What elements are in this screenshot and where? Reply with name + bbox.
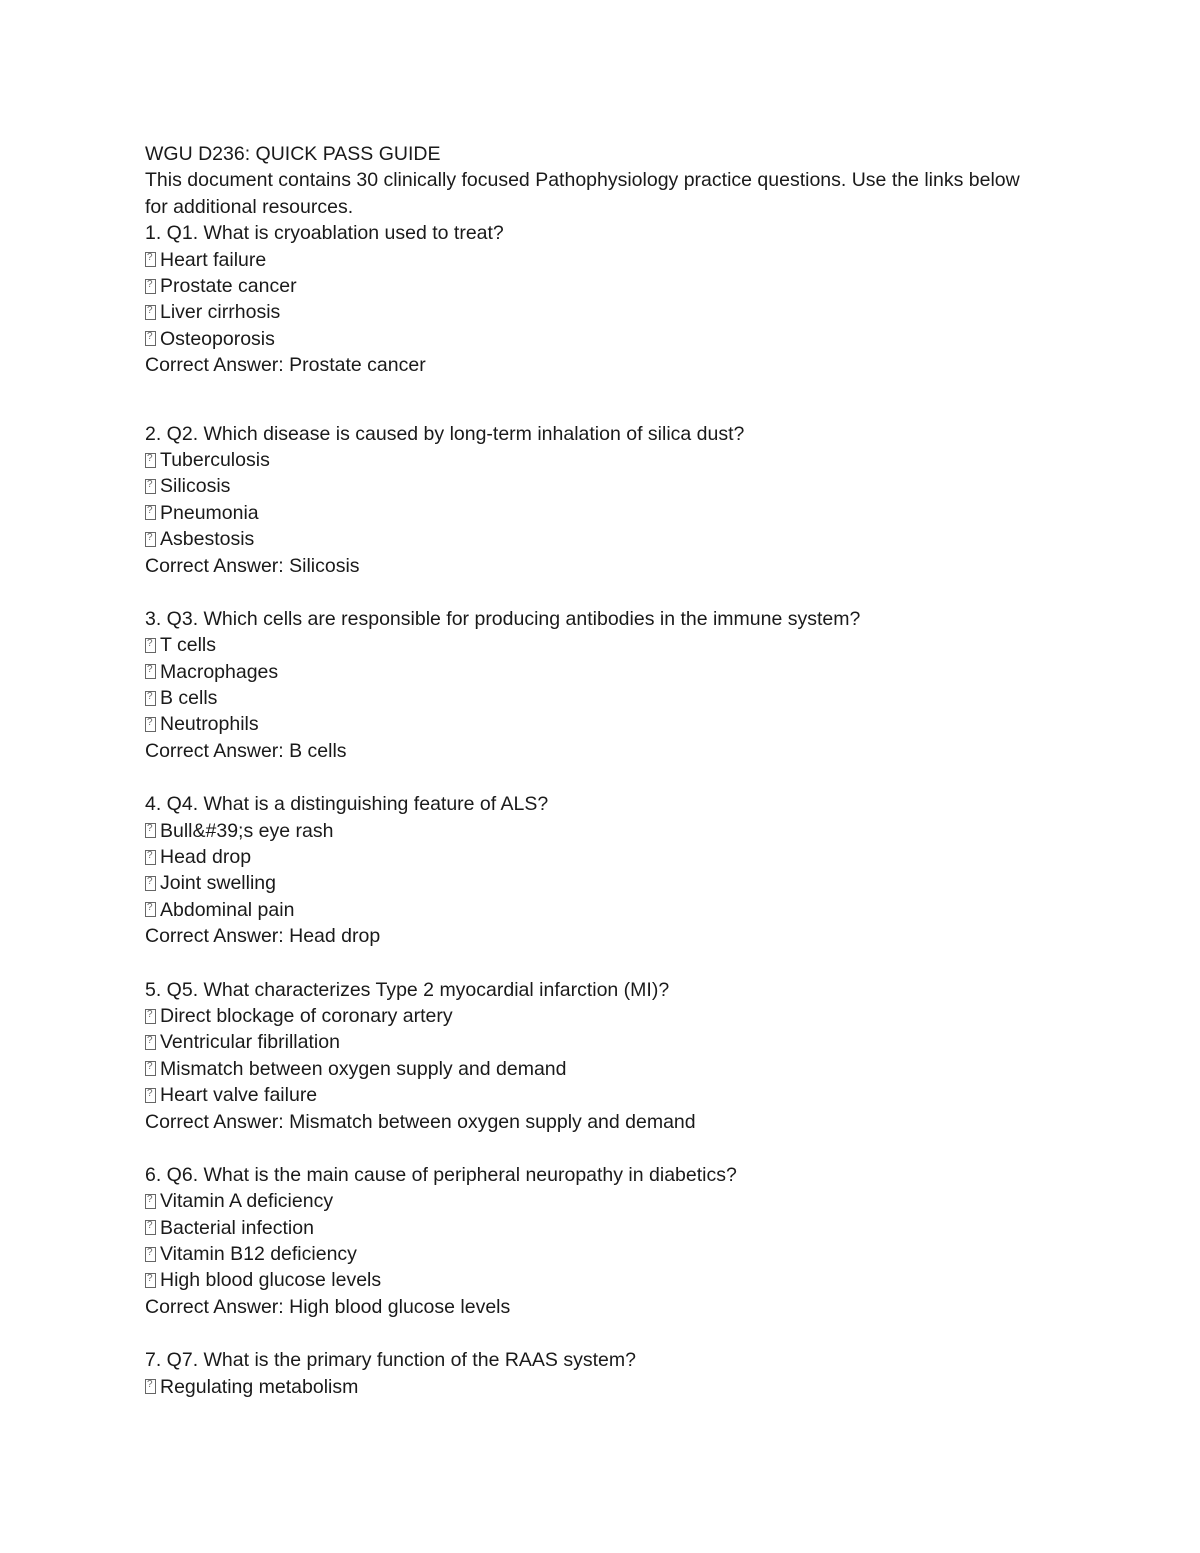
answer-option xyxy=(145,1029,1025,1055)
answer-option xyxy=(145,500,1025,526)
checkbox-placeholder-icon xyxy=(145,691,156,706)
correct-answer: Correct Answer: High blood glucose levels xyxy=(145,1295,511,1318)
answer-option xyxy=(145,1188,1025,1214)
answer-option xyxy=(145,1215,1025,1241)
answer-option xyxy=(145,526,1025,552)
option-label: Heart valve failure xyxy=(160,1084,318,1107)
checkbox-placeholder-icon xyxy=(145,1194,156,1209)
checkbox-placeholder-icon xyxy=(145,664,156,679)
option-label: Liver cirrhosis xyxy=(160,301,281,324)
question-block xyxy=(145,1347,1025,1400)
option-label: Bacterial infection xyxy=(160,1216,314,1239)
answer-option xyxy=(145,1056,1025,1082)
option-label: Neutrophils xyxy=(160,713,259,736)
answer-option xyxy=(145,273,1025,299)
option-label: Joint swelling xyxy=(160,872,276,895)
option-label: Regulating metabolism xyxy=(160,1375,359,1398)
option-label: Silicosis xyxy=(160,475,231,498)
correct-answer: Correct Answer: B cells xyxy=(145,739,347,762)
question-text: 3. Q3. Which cells are responsible for producing antibodies in the immune system? xyxy=(145,607,861,630)
checkbox-placeholder-icon xyxy=(145,1220,156,1235)
answer-option xyxy=(145,247,1025,273)
question-text: 4. Q4. What is a distinguishing feature of ALS? xyxy=(145,793,549,816)
checkbox-placeholder-icon xyxy=(145,532,156,547)
question-text: 6. Q6. What is the main cause of peripheral neuropathy in diabetics? xyxy=(145,1163,737,1186)
answer-option xyxy=(145,326,1025,352)
checkbox-placeholder-icon xyxy=(145,902,156,917)
answer-option xyxy=(145,897,1025,923)
answer-option xyxy=(145,659,1025,685)
answer-option xyxy=(145,1003,1025,1029)
option-label: Mismatch between oxygen supply and demand xyxy=(160,1057,567,1080)
answer-option xyxy=(145,632,1025,658)
answer-option xyxy=(145,1267,1025,1293)
checkbox-placeholder-icon xyxy=(145,876,156,891)
checkbox-placeholder-icon xyxy=(145,638,156,653)
option-label: Ventricular fibrillation xyxy=(160,1031,340,1054)
correct-answer: Correct Answer: Silicosis xyxy=(145,554,360,577)
option-label: B cells xyxy=(160,687,218,710)
option-label: Prostate cancer xyxy=(160,274,297,297)
answer-option xyxy=(145,299,1025,325)
option-label: Head drop xyxy=(160,846,252,869)
option-label: Heart failure xyxy=(160,248,267,271)
checkbox-placeholder-icon xyxy=(145,331,156,346)
document-page xyxy=(145,141,1025,1400)
option-label: T cells xyxy=(160,634,216,657)
checkbox-placeholder-icon xyxy=(145,850,156,865)
answer-option xyxy=(145,870,1025,896)
question-block xyxy=(145,791,1025,949)
correct-answer: Correct Answer: Mismatch between oxygen supply and demand xyxy=(145,1110,696,1133)
checkbox-placeholder-icon xyxy=(145,252,156,267)
option-label: Pneumonia xyxy=(160,501,259,524)
question-text: 2. Q2. Which disease is caused by long-term inhalation of silica dust? xyxy=(145,422,745,445)
option-label: Abdominal pain xyxy=(160,898,295,921)
answer-option xyxy=(145,1241,1025,1267)
question-block xyxy=(145,1162,1025,1320)
checkbox-placeholder-icon xyxy=(145,1061,156,1076)
checkbox-placeholder-icon xyxy=(145,1273,156,1288)
question-block xyxy=(145,220,1025,378)
option-label: Bull&#39;s eye rash xyxy=(160,819,334,842)
option-label: Osteoporosis xyxy=(160,327,275,350)
option-label: Tuberculosis xyxy=(160,448,270,471)
option-label: Direct blockage of coronary artery xyxy=(160,1004,453,1027)
answer-option xyxy=(145,685,1025,711)
checkbox-placeholder-icon xyxy=(145,1035,156,1050)
answer-option xyxy=(145,1082,1025,1108)
answer-option xyxy=(145,818,1025,844)
checkbox-placeholder-icon xyxy=(145,479,156,494)
answer-option xyxy=(145,1374,1025,1400)
checkbox-placeholder-icon xyxy=(145,1088,156,1103)
checkbox-placeholder-icon xyxy=(145,279,156,294)
question-text: 1. Q1. What is cryoablation used to treat? xyxy=(145,222,504,245)
answer-option xyxy=(145,711,1025,737)
option-label: Asbestosis xyxy=(160,528,255,551)
question-text: 7. Q7. What is the primary function of the RAAS system? xyxy=(145,1349,636,1372)
question-block xyxy=(145,977,1025,1135)
checkbox-placeholder-icon xyxy=(145,453,156,468)
option-label: Macrophages xyxy=(160,660,279,683)
correct-answer: Correct Answer: Head drop xyxy=(145,925,381,948)
option-label: Vitamin B12 deficiency xyxy=(160,1243,357,1266)
document-intro: This document contains 30 clinically focused Pathophysiology practice questions. Use the links below for additional resources. xyxy=(145,169,1020,218)
checkbox-placeholder-icon xyxy=(145,717,156,732)
answer-option xyxy=(145,447,1025,473)
checkbox-placeholder-icon xyxy=(145,1009,156,1024)
option-label: Vitamin A deficiency xyxy=(160,1190,334,1213)
correct-answer: Correct Answer: Prostate cancer xyxy=(145,354,426,377)
question-text: 5. Q5. What characterizes Type 2 myocardial infarction (MI)? xyxy=(145,978,670,1001)
checkbox-placeholder-icon xyxy=(145,1379,156,1394)
checkbox-placeholder-icon xyxy=(145,505,156,520)
question-block xyxy=(145,606,1025,764)
checkbox-placeholder-icon xyxy=(145,1247,156,1262)
question-block xyxy=(145,421,1025,579)
answer-option xyxy=(145,473,1025,499)
option-label: High blood glucose levels xyxy=(160,1269,382,1292)
answer-option xyxy=(145,844,1025,870)
checkbox-placeholder-icon xyxy=(145,305,156,320)
document-title: WGU D236: QUICK PASS GUIDE xyxy=(145,143,441,165)
checkbox-placeholder-icon xyxy=(145,823,156,838)
